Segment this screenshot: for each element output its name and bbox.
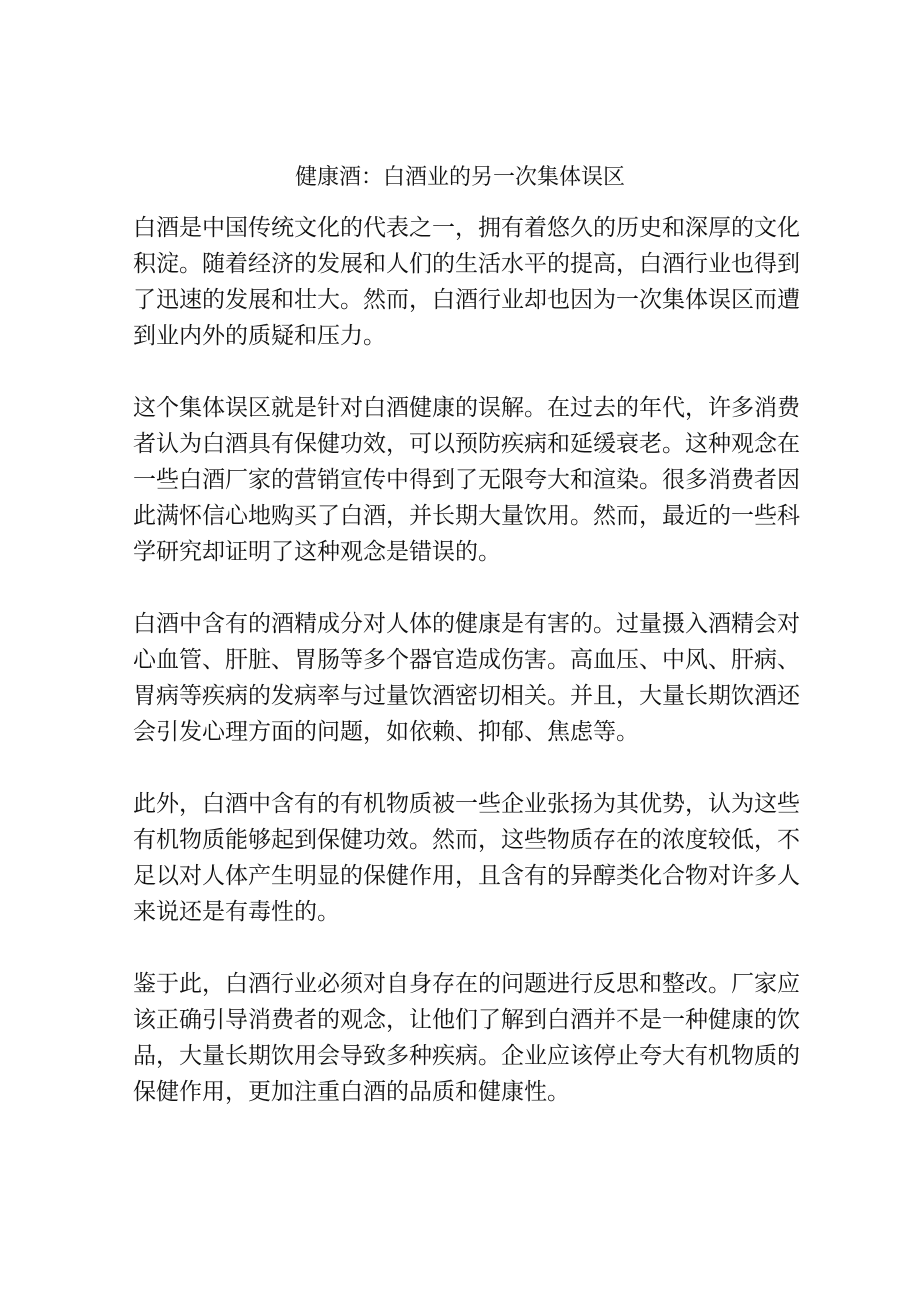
paragraph-5 bbox=[133, 966, 800, 1110]
text-line: 心血管、肝脏、胃肠等多个器官造成伤害。高血压、中风、肝病、 bbox=[133, 647, 800, 673]
text-line: 此外，白酒中含有的有机物质被一些企业张扬为其优势，认为这些 bbox=[133, 791, 800, 817]
paragraph-1 bbox=[133, 210, 800, 354]
text-line: 来说还是有毒性的。 bbox=[133, 899, 340, 925]
text-line: 白酒是中国传统文化的代表之一，拥有着悠久的历史和深厚的文化 bbox=[133, 215, 800, 241]
paragraph-4 bbox=[133, 786, 800, 930]
text-line: 积淀。随着经济的发展和人们的生活水平的提高，白酒行业也得到 bbox=[133, 251, 800, 277]
text-line: 学研究却证明了这种观念是错误的。 bbox=[133, 539, 501, 565]
paragraph-3 bbox=[133, 606, 800, 750]
text-line: 此满怀信心地购买了白酒，并长期大量饮用。然而，最近的一些科 bbox=[133, 503, 800, 529]
text-line: 了迅速的发展和壮大。然而，白酒行业却也因为一次集体误区而遭 bbox=[133, 287, 800, 313]
text-line: 保健作用，更加注重白酒的品质和健康性。 bbox=[133, 1079, 570, 1105]
text-line: 足以对人体产生明显的保健作用，且含有的异醇类化合物对许多人 bbox=[133, 863, 800, 889]
text-line: 这个集体误区就是针对白酒健康的误解。在过去的年代，许多消费 bbox=[133, 395, 800, 421]
paragraph-2 bbox=[133, 390, 800, 570]
text-line: 鉴于此，白酒行业必须对自身存在的问题进行反思和整改。厂家应 bbox=[133, 971, 800, 997]
text-line: 该正确引导消费者的观念，让他们了解到白酒并不是一种健康的饮 bbox=[133, 1007, 800, 1033]
text-line: 者认为白酒具有保健功效，可以预防疾病和延缓衰老。这种观念在 bbox=[133, 431, 800, 457]
text-line: 会引发心理方面的问题，如依赖、抑郁、焦虑等。 bbox=[133, 719, 639, 745]
text-line: 白酒中含有的酒精成分对人体的健康是有害的。过量摄入酒精会对 bbox=[133, 611, 800, 637]
text-line: 胃病等疾病的发病率与过量饮酒密切相关。并且，大量长期饮酒还 bbox=[133, 683, 800, 709]
text-line: 到业内外的质疑和压力。 bbox=[133, 323, 386, 349]
document-body bbox=[133, 210, 800, 1146]
document-title: 健康酒：白酒业的另一次集体误区 bbox=[294, 165, 625, 190]
text-line: 品，大量长期饮用会导致多种疾病。企业应该停止夸大有机物质的 bbox=[133, 1043, 800, 1069]
text-line: 有机物质能够起到保健功效。然而，这些物质存在的浓度较低，不 bbox=[133, 827, 800, 853]
text-line: 一些白酒厂家的营销宣传中得到了无限夸大和渲染。很多消费者因 bbox=[133, 467, 800, 493]
